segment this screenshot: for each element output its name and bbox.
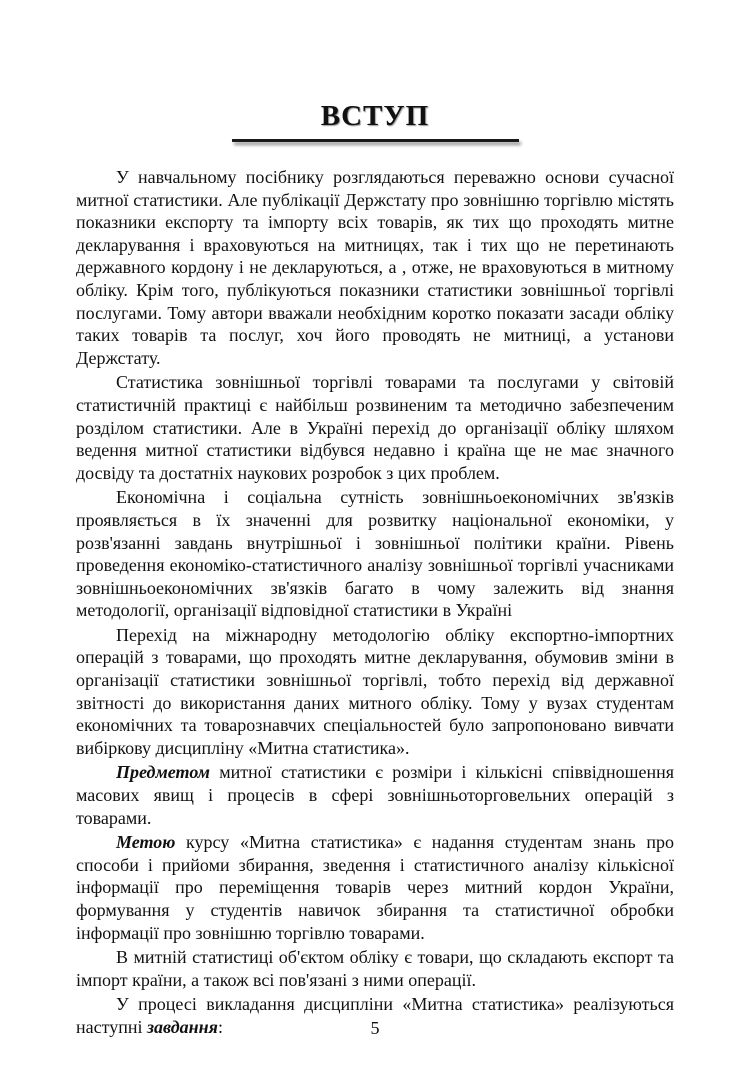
heading-underline <box>232 139 519 142</box>
paragraph-goal <box>76 831 674 944</box>
page-number: 5 <box>370 1018 380 1038</box>
tasks-term: завдання <box>147 1016 218 1037</box>
section-heading: ВСТУП <box>320 100 430 132</box>
paragraph-object: В митній статистиці об'єктом обліку є товари, що складають експорт та імпорт країни, а також всі пов'язані з ними операції. <box>76 947 674 990</box>
paragraph-methodology-transition: Перехід на міжнародну методологію обліку експортно-імпортних операцій з товарами, що проходять митне декларування, обумовив зміни в організації статистики зовнішньої торгівлі, тобто перехід від державної звітності до використання даних митного обліку. Тому у вузах студентам економічних та товарознавчих спеціальностей було запропоновано вивчати вибіркову дисципліну «Митна статистика». <box>76 624 674 758</box>
subject-text: митної статистики є розміри і кількісні співвідношення масових явищ і процесів в сфері зовнішньоторговельних операцій з товарами. <box>76 762 674 828</box>
body-text <box>76 166 674 1039</box>
paragraph-intro: У навчальному посібнику розглядаються переважно основи сучасної митної статистики. Але публікації Держстату про зовнішню торгівлю містять показники експорту та імпорту всіх товарів, як тих що проходять митне декларування і враховуються на митницях, так і тих що не перетинають державного кордону і не декларуються, а , отже, не враховуються в митному обліку. Крім того, публікуються показники статистики зовнішньої торгівлі послугами. Тому автори вважали необхідним коротко показати засади обліку таких товарів та послуг, хоч його проводять не митниці, а установи Держстату. <box>76 167 674 368</box>
tasks-colon: : <box>217 1016 223 1037</box>
goal-text: курсу «Митна статистика» є надання студентам знань про способи і прийоми збирання, зведення і статистичного аналізу кількісної інформації про переміщення товарів через митний кордон України, формування у студентів навичок збирання та статистичної обробки інформації про зовнішню торгівлю товарами. <box>76 832 674 943</box>
paragraph-subject <box>76 761 674 829</box>
goal-term: Метою <box>116 832 176 853</box>
subject-term: Предметом <box>116 762 210 783</box>
paragraph-statistics: Статистика зовнішньої торгівлі товарами та послугами у світовій статистичній практиці є найбільш розвиненим та методично забезпеченим розділом статистики. Але в Україні перехід до організації обліку шляхом ведення митної статистики відбувся недавно і країна ще не має значного досвіду та достатніх наукових розробок з цих проблем. <box>76 372 674 483</box>
paragraph-economic-essence: Економічна і соціальна сутність зовнішньоекономічних зв'язків проявляється в їх значенні для розвитку національної економіки, у розв'язанні завдань внутрішньої і зовнішньої політики країни. Рівень проведення економіко-статистичного аналізу зовнішньої торгівлі учасниками зовнішньоекономічних зв'язків багато в чому залежить від знання методології, організації відповідної статистики в Україні <box>76 487 674 621</box>
tasks-text: У процесі викладання дисципліни «Митна статистика» реалізуються наступні <box>76 994 674 1037</box>
